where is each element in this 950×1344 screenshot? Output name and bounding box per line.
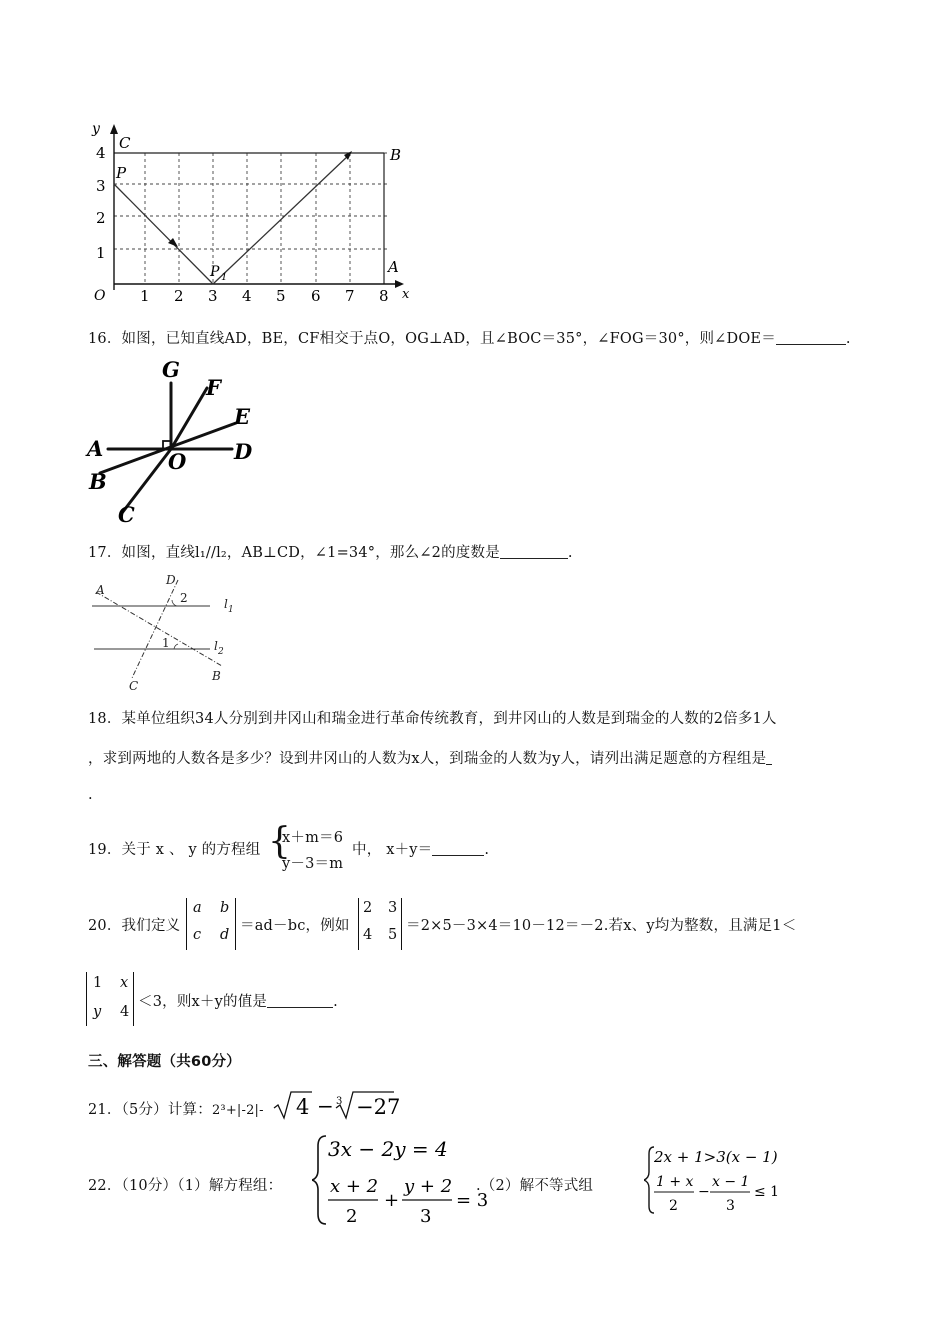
question-21-prefix: 21．（5分）计算： [88, 1102, 212, 1118]
x-tick: 8 [379, 287, 389, 305]
figure-parallel-lines [82, 570, 252, 692]
question-18-line-1: 18．某单位组织34人分别到井冈山和瑞金进行革命传统教育，到井冈山的人数是到瑞金的人数的2倍多1人 [88, 711, 777, 727]
question-20-tail-text: ＜3，则x＋y的值是 [138, 994, 268, 1010]
answer-blank [432, 841, 484, 856]
question-16 [88, 327, 851, 348]
y-tick: 4 [96, 144, 106, 162]
matrix-cell: x [120, 975, 129, 991]
path-p-to-p1 [114, 184, 213, 284]
point-p-label: P [116, 164, 127, 182]
matrix-cell: c [193, 927, 202, 943]
matrix-cell: 4 [363, 927, 373, 943]
determinant-example [358, 898, 402, 950]
label-l1: l [224, 597, 228, 611]
question-20-definition: ＝ad－bc，例如 [240, 918, 350, 934]
determinant-condition [86, 972, 134, 1026]
figure-coordinate-grid [82, 118, 422, 308]
inequality-1: 2x + 1>3(x − 1) [654, 1148, 778, 1166]
x-axis-label: x [402, 287, 410, 302]
question-21 [88, 1098, 264, 1119]
line-ab [96, 592, 222, 666]
question-18-text: ，求到两地的人数各是多少？设到井冈山的人数为x人，到瑞金的人数为y人，请列出满足题意的方程组是 [88, 751, 767, 767]
y-tick: 2 [96, 209, 106, 227]
label-l1-subscript: 1 [228, 605, 234, 615]
x-tick: 1 [140, 287, 150, 305]
question-19-mid [352, 838, 489, 859]
question-18-line-2 [88, 747, 772, 768]
equation-1: 3x − 2y = 4 [328, 1137, 448, 1161]
answer-blank [500, 544, 568, 559]
question-19-prefix: 19．关于 x 、 y 的方程组 [88, 842, 261, 858]
label-f: F [206, 375, 221, 400]
fraction-4-numerator: x − 1 [712, 1174, 750, 1190]
x-tick: 6 [311, 287, 321, 305]
equation-2: y－3＝m [282, 856, 344, 872]
question-17-text: 17．如图，直线l₁//l₂，AB⊥CD，∠1=34°，那么∠2的度数是 [88, 545, 500, 561]
sqrt-argument: 4 [296, 1095, 310, 1119]
matrix-cell: d [220, 927, 230, 943]
minus-sign: − [698, 1184, 710, 1200]
label-e: E [234, 404, 251, 429]
matrix-cell: 1 [93, 975, 103, 991]
label-angle-2: 2 [180, 591, 188, 605]
question-20-tail [138, 990, 338, 1011]
equation-system-1 [312, 1132, 492, 1228]
point-b-label: B [390, 146, 402, 164]
x-tick: 4 [242, 287, 252, 305]
plus-sign: + [384, 1190, 400, 1211]
label-b: B [89, 469, 107, 494]
line-cd [132, 580, 178, 678]
grid-lines [114, 153, 388, 284]
point-p1-label: P [210, 264, 220, 280]
label-l2-subscript: 2 [218, 647, 224, 657]
question-17-end: . [567, 545, 573, 561]
matrix-cell: 2 [363, 900, 373, 916]
answer-blank [776, 330, 846, 345]
question-20-prefix: 20．我们定义 [88, 918, 181, 934]
inequality-2-rhs: ≤ 1 [754, 1184, 780, 1200]
point-p1-subscript: 1 [221, 272, 228, 283]
question-21-expression: 2³+|-2|- [211, 1103, 264, 1118]
question-22-prefix: 22．（10分）（1）解方程组： [88, 1178, 283, 1194]
matrix-cell: y [93, 1004, 102, 1020]
matrix-cell: a [193, 900, 202, 916]
question-19-mid-text: 中， x＋y＝ [352, 842, 433, 858]
label-c: C [118, 502, 135, 527]
x-tick: 7 [345, 287, 355, 305]
answer-blank [766, 750, 772, 765]
question-16-end: . [845, 331, 851, 347]
equation-2-rhs: = 3 [456, 1190, 489, 1211]
answer-blank [267, 993, 333, 1008]
question-20-end: . [333, 994, 338, 1010]
section-title: 三、解答题（共60分） [88, 1054, 241, 1070]
fraction-3-numerator: 1 + x [656, 1174, 694, 1190]
figure-intersecting-lines [82, 355, 272, 530]
point-a-label: A [388, 258, 399, 276]
label-a: A [96, 583, 105, 597]
x-tick: 2 [174, 287, 184, 305]
y-axis-label: y [92, 121, 100, 137]
fraction-3-denominator: 2 [669, 1198, 678, 1214]
question-20-example: ＝2×5－3×4＝10－12＝－2.若x、y均为整数，且满足1＜ [406, 918, 797, 934]
matrix-cell: 5 [388, 927, 398, 943]
label-g: G [162, 357, 180, 382]
question-22-mid: .（2）解不等式组 [476, 1178, 594, 1194]
left-brace-icon: { [268, 821, 291, 862]
fraction-4-denominator: 3 [726, 1198, 735, 1214]
label-l2: l [214, 639, 218, 653]
question-17 [88, 541, 573, 562]
path-p1-to-b [213, 154, 350, 284]
matrix-cell: 3 [388, 900, 398, 916]
origin-label: O [94, 288, 106, 304]
y-tick: 1 [96, 244, 106, 262]
determinant-definition [186, 898, 236, 950]
minus-sign: − [317, 1094, 334, 1118]
inequality-system [644, 1144, 794, 1216]
matrix-cell: b [220, 900, 230, 916]
fraction-2-numerator: y + 2 [404, 1176, 453, 1197]
label-a: A [87, 436, 104, 461]
label-c: C [129, 679, 139, 692]
radical-expression [272, 1088, 402, 1122]
fraction-1-numerator: x + 2 [330, 1176, 379, 1197]
y-tick: 3 [96, 177, 106, 195]
fraction-2-denominator: 3 [420, 1206, 432, 1227]
label-d: D [234, 439, 253, 464]
label-d: D [166, 573, 176, 587]
label-o: O [168, 449, 187, 474]
cbrt-argument: −27 [356, 1095, 401, 1119]
question-18-line-3: . [88, 787, 93, 803]
x-tick: 5 [276, 287, 286, 305]
matrix-cell: 4 [120, 1004, 130, 1020]
equation-1: x＋m＝6 [282, 830, 344, 846]
cube-root-index: 3 [336, 1096, 343, 1107]
fraction-1-denominator: 2 [346, 1206, 358, 1227]
question-16-text: 16．如图，已知直线AD，BE，CF相交于点O，OG⊥AD，且∠BOC＝35°，∠FOG＝30°，则∠DOE＝ [88, 331, 776, 347]
label-b: B [212, 669, 221, 683]
question-19-end: . [484, 842, 490, 858]
x-tick: 3 [208, 287, 218, 305]
point-c-label: C [119, 134, 131, 152]
label-angle-1: 1 [162, 636, 170, 650]
